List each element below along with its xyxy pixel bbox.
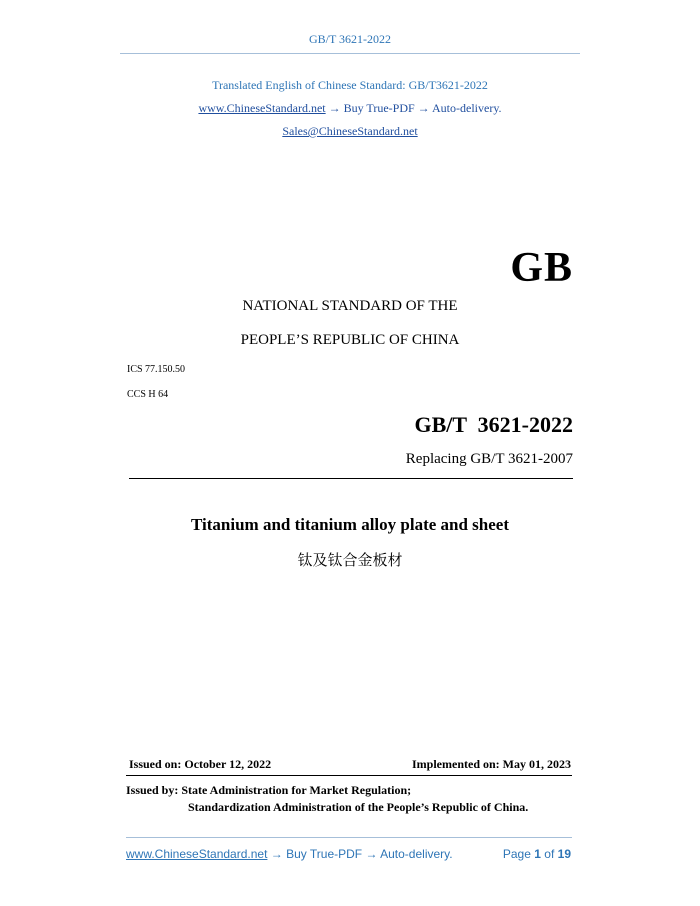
promo-site-link[interactable]: www.ChineseStandard.net bbox=[198, 101, 326, 115]
standard-number: GB/T 3621-2022 bbox=[414, 412, 573, 437]
footer-delivery-line bbox=[126, 847, 453, 861]
issue-divider bbox=[126, 775, 572, 776]
promo-email-line bbox=[0, 124, 700, 139]
promo-delivery-text: → Buy True-PDF → Auto-delivery. bbox=[328, 101, 502, 115]
implemented-on: Implemented on: May 01, 2023 bbox=[412, 757, 571, 771]
promo-delivery-line bbox=[0, 101, 700, 116]
national-standard-line-2: PEOPLE’S REPUBLIC OF CHINA bbox=[240, 332, 460, 348]
page-label: Page bbox=[502, 847, 531, 861]
header-divider bbox=[120, 53, 580, 54]
running-header: GB/T 3621-2022 bbox=[308, 32, 392, 46]
title-divider bbox=[129, 478, 573, 479]
national-standard-line-1: NATIONAL STANDARD OF THE bbox=[242, 298, 458, 314]
title-english: Titanium and titanium alloy plate and sheet bbox=[190, 515, 510, 534]
replacing-standard: Replacing GB/T 3621-2007 bbox=[405, 451, 573, 467]
page-total: 19 bbox=[557, 847, 571, 861]
ccs-code: CCS H 64 bbox=[127, 389, 169, 400]
promo-email-link[interactable]: Sales@ChineseStandard.net bbox=[282, 124, 418, 138]
title-chinese: 钛及钛合金板材 bbox=[297, 551, 403, 569]
gb-logo: GB bbox=[510, 245, 573, 291]
promo-line: Translated English of Chinese Standard: GB/T3621-2022 bbox=[212, 78, 488, 92]
issued-by-line-2: Standardization Administration of the People’s Republic of China. bbox=[188, 800, 529, 814]
footer-site-link[interactable]: www.ChineseStandard.net bbox=[126, 847, 268, 861]
footer-delivery-text: → Buy True-PDF → Auto-delivery. bbox=[270, 847, 453, 861]
footer-divider bbox=[126, 837, 572, 838]
ics-code: ICS 77.150.50 bbox=[127, 364, 186, 375]
issued-on: Issued on: October 12, 2022 bbox=[129, 757, 272, 771]
page-current: 1 bbox=[534, 847, 541, 861]
page-indicator bbox=[503, 847, 571, 861]
page-of: of bbox=[544, 847, 555, 861]
issued-by-line-1: Issued by: State Administration for Market Regulation; bbox=[126, 783, 412, 797]
